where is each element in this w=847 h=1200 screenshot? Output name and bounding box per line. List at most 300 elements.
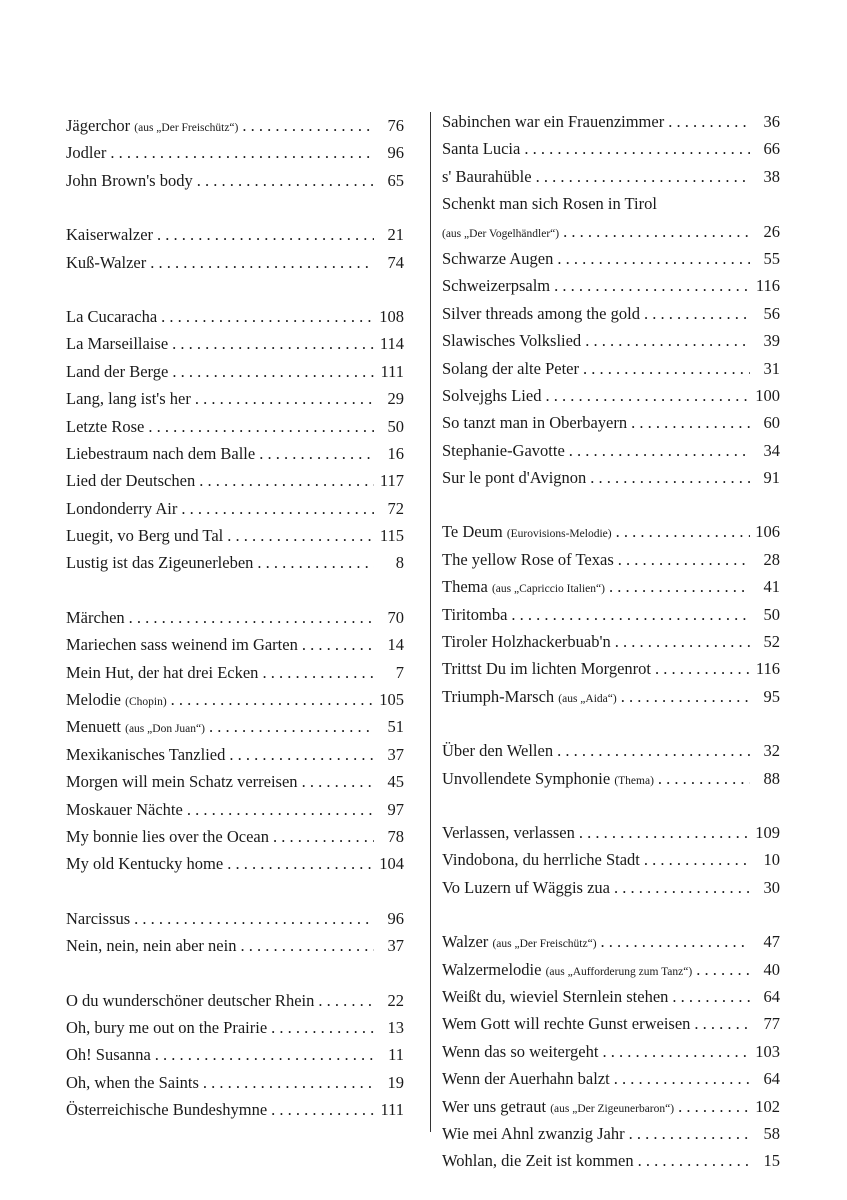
song-title <box>442 441 565 461</box>
song-title <box>66 253 146 273</box>
song-title-text: John Brown's body <box>66 170 193 190</box>
index-entry <box>442 987 780 1014</box>
index-entry <box>442 1097 780 1124</box>
page-number: 72 <box>387 498 404 518</box>
index-entry <box>442 304 780 331</box>
song-title-text: Schenkt man sich Rosen in Tirol <box>442 194 657 214</box>
page-number: 14 <box>387 635 404 655</box>
song-title <box>66 389 191 409</box>
song-title <box>66 717 205 737</box>
page-number: 29 <box>387 389 404 409</box>
page-number: 52 <box>763 632 780 652</box>
index-entry <box>66 307 404 334</box>
song-title-text: Triumph-Marsch <box>442 686 555 706</box>
group-spacer <box>66 882 404 909</box>
song-title-text: Oh, bury me out on the Prairie <box>66 1017 268 1037</box>
index-entry <box>442 249 780 276</box>
song-title-text: Unvollendete Symphonie <box>442 768 611 788</box>
song-title <box>442 878 610 898</box>
page-number: 105 <box>379 690 404 710</box>
index-entry <box>442 194 780 221</box>
index-entry <box>442 659 780 686</box>
song-title-text: Nein, nein, nein aber nein <box>66 936 237 956</box>
song-title <box>442 304 640 324</box>
song-title-text: Wem Gott will rechte Gunst erweisen <box>442 1014 691 1034</box>
group-spacer <box>442 905 780 932</box>
song-title <box>442 1124 625 1144</box>
page-number: 32 <box>763 741 780 761</box>
index-group <box>66 909 404 964</box>
index-entry <box>66 772 404 799</box>
index-entry <box>66 362 404 389</box>
song-title-text: Letzte Rose <box>66 416 145 436</box>
song-title-text: Santa Lucia <box>442 139 521 159</box>
dot-leader <box>554 276 750 296</box>
page-number: 13 <box>387 1017 404 1037</box>
song-title <box>66 171 193 191</box>
song-title <box>442 1151 634 1171</box>
index-entry <box>66 991 404 1018</box>
dot-leader <box>129 608 374 628</box>
song-title <box>66 143 106 163</box>
page-number: 55 <box>763 248 780 268</box>
song-title-text: Mexikanisches Tanzlied <box>66 744 226 764</box>
index-entry <box>66 827 404 854</box>
song-title-text: Slawisches Volkslied <box>442 331 582 351</box>
song-title <box>66 772 298 792</box>
index-entry <box>442 1124 780 1151</box>
song-title-text: Wie mei Ahnl zwanzig Jahr <box>442 1123 625 1143</box>
song-title <box>66 471 195 491</box>
index-entry <box>442 359 780 386</box>
index-entry <box>442 850 780 877</box>
page-number: 65 <box>387 170 404 190</box>
song-source-note: (aus „Don Juan“) <box>125 723 205 736</box>
index-entry <box>66 800 404 827</box>
song-title-text: Melodie <box>66 690 121 710</box>
song-title <box>442 687 617 707</box>
song-title <box>66 991 314 1011</box>
dot-leader <box>150 253 374 273</box>
dot-leader <box>583 359 750 379</box>
song-title <box>66 745 225 765</box>
dot-leader <box>229 745 374 765</box>
index-group <box>442 741 780 796</box>
index-entry <box>66 635 404 662</box>
page-number: 70 <box>387 607 404 627</box>
song-source-note: (aus „Der Freischütz“) <box>492 938 597 951</box>
page-number: 34 <box>763 440 780 460</box>
page-number: 97 <box>387 799 404 819</box>
page-number: 114 <box>379 334 404 354</box>
page-number: 21 <box>387 225 404 245</box>
group-spacer <box>66 964 404 991</box>
page-number: 51 <box>387 717 404 737</box>
song-title <box>66 1045 151 1065</box>
page-number: 111 <box>380 361 404 381</box>
song-title <box>442 249 553 269</box>
song-source-note: (aus „Der Freischütz“) <box>134 122 239 134</box>
index-entry <box>66 1045 404 1072</box>
dot-leader <box>563 222 750 242</box>
dot-leader <box>638 1151 750 1171</box>
page-number: 8 <box>395 553 404 573</box>
song-title <box>66 663 258 683</box>
index-entry <box>66 444 404 471</box>
song-title <box>442 1069 610 1089</box>
song-title-text: Wenn der Auerhahn balzt <box>442 1069 610 1089</box>
dot-leader <box>209 717 374 737</box>
page-number: 111 <box>380 1100 404 1120</box>
song-title <box>66 334 168 354</box>
song-title <box>66 444 255 464</box>
dot-leader <box>621 687 750 707</box>
page-number: 95 <box>763 686 780 706</box>
group-spacer <box>66 198 404 225</box>
song-title <box>442 468 586 488</box>
dot-leader <box>694 1014 750 1034</box>
index-entry <box>66 690 404 717</box>
song-title <box>66 1100 267 1120</box>
index-entry <box>66 717 404 744</box>
dot-leader <box>616 522 750 542</box>
index-entry <box>442 769 780 796</box>
dot-leader <box>545 386 750 406</box>
page-number: 26 <box>763 221 780 241</box>
index-entry <box>66 854 404 881</box>
page-number: 77 <box>763 1014 780 1034</box>
index-entry <box>66 116 404 143</box>
song-title-text: Schwarze Augen <box>442 248 554 268</box>
group-spacer <box>442 714 780 741</box>
index-entry <box>442 112 780 139</box>
index-entry <box>442 823 780 850</box>
song-source-note: (aus „Der Vogelhändler“) <box>442 227 560 240</box>
song-title-text: Narcissus <box>66 908 131 928</box>
song-title <box>442 331 581 351</box>
song-title <box>66 1073 199 1093</box>
dot-leader <box>609 577 750 597</box>
page-number: 45 <box>387 772 404 792</box>
song-title <box>442 850 640 870</box>
song-title <box>66 635 298 655</box>
index-entry <box>442 522 780 549</box>
song-title <box>442 932 597 952</box>
page-number: 37 <box>387 744 404 764</box>
song-title-text: Jodler <box>66 143 107 163</box>
page-number: 117 <box>379 471 404 491</box>
song-title-text: Wohlan, die Zeit ist kommen <box>442 1151 634 1171</box>
index-entry <box>66 663 404 690</box>
index-entry <box>442 1042 780 1069</box>
song-title-text: Thema <box>442 577 488 597</box>
page-number: 31 <box>763 358 780 378</box>
song-title-text: Wer uns getraut <box>442 1096 547 1116</box>
dot-leader <box>615 632 750 652</box>
song-title <box>442 413 627 433</box>
dot-leader <box>259 444 374 464</box>
song-title <box>442 1097 674 1117</box>
song-title-text: O du wunderschöner deutscher Rhein <box>66 990 315 1010</box>
index-group <box>66 991 404 1128</box>
index-group <box>66 608 404 882</box>
song-title <box>66 936 236 956</box>
dot-leader <box>227 854 374 874</box>
song-title-text: Trittst Du im lichten Morgenrot <box>442 659 652 679</box>
page-number: 104 <box>379 854 404 874</box>
dot-leader <box>171 690 374 710</box>
index-entry <box>66 909 404 936</box>
song-title-text: Kuß-Walzer <box>66 252 147 272</box>
song-title-text: Menuett <box>66 717 121 737</box>
song-title <box>442 222 559 242</box>
page-number: 30 <box>763 877 780 897</box>
page-number: 88 <box>763 768 780 788</box>
dot-leader <box>678 1097 750 1117</box>
dot-leader <box>644 850 750 870</box>
dot-leader <box>227 526 374 546</box>
song-title-text: Lang, lang ist's her <box>66 389 191 409</box>
dot-leader <box>271 1018 374 1038</box>
song-title <box>442 522 612 542</box>
dot-leader <box>614 1069 750 1089</box>
song-title <box>442 194 657 214</box>
song-title-text: Vo Luzern uf Wäggis zua <box>442 877 611 897</box>
song-title <box>66 909 130 929</box>
dot-leader <box>181 499 374 519</box>
song-title <box>442 1042 598 1062</box>
index-entry <box>442 1151 780 1178</box>
song-title-text: Moskauer Nächte <box>66 799 183 819</box>
dot-leader <box>629 1124 750 1144</box>
page-number: 58 <box>763 1123 780 1143</box>
page-number: 41 <box>763 577 780 597</box>
dot-leader <box>203 1073 374 1093</box>
index-column-right <box>430 112 780 1171</box>
page-number: 28 <box>763 549 780 569</box>
song-title-text: Lustig ist das Zigeunerleben <box>66 553 254 573</box>
index-entry <box>66 253 404 280</box>
index-entry <box>442 331 780 358</box>
group-spacer <box>442 796 780 823</box>
index-entry <box>442 441 780 468</box>
song-source-note: (Chopin) <box>125 696 167 709</box>
song-title-text: Walzer <box>442 932 489 952</box>
song-title-text: Londonderry Air <box>66 498 178 518</box>
song-title-text: Verlassen, verlassen <box>442 822 575 842</box>
index-entry <box>66 745 404 772</box>
song-title <box>66 827 269 847</box>
song-title <box>442 769 654 789</box>
song-source-note: (aus „Der Zigeunerbaron“) <box>550 1102 675 1115</box>
song-title-text: Silver threads among the gold <box>442 303 640 323</box>
dot-leader <box>195 389 374 409</box>
dot-leader <box>536 167 750 187</box>
dot-leader <box>134 909 374 929</box>
page-number: 10 <box>763 850 780 870</box>
index-entry <box>66 471 404 498</box>
song-title <box>442 632 611 652</box>
song-title <box>66 608 125 628</box>
page-number: 38 <box>763 166 780 186</box>
index-entry <box>442 167 780 194</box>
index-entry <box>442 468 780 495</box>
page-number: 64 <box>763 1069 780 1089</box>
song-title-text: Tiritomba <box>442 604 508 624</box>
song-title <box>442 605 507 625</box>
group-spacer <box>66 280 404 307</box>
song-title <box>66 1018 267 1038</box>
song-title-text: Morgen will mein Schatz verreisen <box>66 772 298 792</box>
song-title-text: Solang der alte Peter <box>442 358 579 378</box>
dot-leader <box>161 307 374 327</box>
song-title-text: Wenn das so weitergeht <box>442 1041 599 1061</box>
dot-leader <box>262 663 374 683</box>
song-title-text: Te Deum <box>442 522 503 542</box>
page-number: 76 <box>387 116 404 135</box>
dot-leader <box>569 441 750 461</box>
song-title-text: La Cucaracha <box>66 306 158 326</box>
page-number: 74 <box>387 252 404 272</box>
index-entry <box>66 171 404 198</box>
dot-leader <box>318 991 374 1011</box>
index-entry <box>442 1014 780 1041</box>
page-number: 64 <box>763 986 780 1006</box>
song-title <box>442 359 579 379</box>
index-entry <box>66 225 404 252</box>
page-number: 50 <box>387 416 404 436</box>
index-entry <box>442 222 780 249</box>
dot-leader <box>585 331 750 351</box>
song-title-text: Mariechen sass weinend im Garten <box>66 635 298 655</box>
song-title-text: Weißt du, wieviel Sternlein stehen <box>442 986 669 1006</box>
song-title <box>442 139 520 159</box>
page-number: 78 <box>387 826 404 846</box>
page-number: 37 <box>387 936 404 956</box>
song-title <box>442 659 651 679</box>
song-title-text: Oh, when the Saints <box>66 1072 199 1092</box>
dot-leader <box>110 143 374 163</box>
dot-leader <box>644 304 750 324</box>
index-entry <box>442 741 780 768</box>
song-title <box>442 276 550 296</box>
index-entry <box>66 608 404 635</box>
song-title <box>442 1014 690 1034</box>
song-title <box>66 553 253 573</box>
page-number: 115 <box>379 526 404 546</box>
dot-leader <box>197 171 374 191</box>
song-title-text: Märchen <box>66 607 125 627</box>
song-title-text: Land der Berge <box>66 361 169 381</box>
index-group <box>442 932 780 1179</box>
page-number: 103 <box>755 1041 780 1061</box>
song-title-text: Lied der Deutschen <box>66 471 196 491</box>
song-title <box>442 386 541 406</box>
dot-leader <box>240 936 374 956</box>
index-group <box>66 116 404 198</box>
index-entry <box>442 960 780 987</box>
song-title <box>442 741 553 761</box>
dot-leader <box>668 112 750 132</box>
song-source-note: (Eurovisions-Melodie) <box>506 528 612 541</box>
song-source-note: (Thema) <box>614 774 654 787</box>
dot-leader <box>618 550 750 570</box>
page-number: 15 <box>763 1151 780 1171</box>
page-number: 106 <box>755 522 780 542</box>
page-number: 116 <box>755 276 780 296</box>
page-number: 91 <box>763 468 780 488</box>
page-number: 102 <box>755 1096 780 1116</box>
index-entry <box>66 417 404 444</box>
dot-leader <box>696 960 750 980</box>
page-number: 100 <box>755 385 780 405</box>
song-title-text: La Marseillaise <box>66 334 169 354</box>
song-source-note: (aus „Aufforderung zum Tanz“) <box>545 965 693 978</box>
song-source-note: (aus „Capriccio Italien“) <box>491 583 605 596</box>
group-spacer <box>442 495 780 522</box>
song-title <box>66 499 177 519</box>
song-title-text: Walzermelodie <box>442 959 542 979</box>
dot-leader <box>658 769 750 789</box>
page-number: 19 <box>387 1072 404 1092</box>
index-entry <box>66 143 404 170</box>
page-number: 60 <box>763 413 780 433</box>
dot-leader <box>148 417 374 437</box>
song-title <box>442 112 664 132</box>
song-title-text: Solvejghs Lied <box>442 385 542 405</box>
song-title <box>66 417 144 437</box>
song-title <box>66 526 223 546</box>
dot-leader <box>155 1045 374 1065</box>
index-entry <box>442 632 780 659</box>
dot-leader <box>187 800 374 820</box>
page-number: 66 <box>763 139 780 159</box>
index-entry <box>442 1069 780 1096</box>
song-title-text: So tanzt man in Oberbayern <box>442 413 628 433</box>
index-entry <box>442 139 780 166</box>
dot-leader <box>631 413 750 433</box>
index-entry <box>442 605 780 632</box>
index-entry <box>66 1073 404 1100</box>
index-entry <box>442 276 780 303</box>
page-number: 16 <box>387 443 404 463</box>
song-title <box>442 823 575 843</box>
index-entry <box>66 334 404 361</box>
index-entry <box>66 1100 404 1127</box>
song-source-note: (aus „Aida“) <box>558 692 617 705</box>
index-entry <box>442 878 780 905</box>
song-title <box>66 800 183 820</box>
index-group <box>442 823 780 905</box>
page-number: 56 <box>763 303 780 323</box>
dot-leader <box>579 823 750 843</box>
page-number: 108 <box>379 306 404 326</box>
dot-leader <box>557 741 750 761</box>
dot-leader <box>672 987 750 1007</box>
song-title-text: Sabinchen war ein Frauenzimmer <box>442 112 665 131</box>
index-group <box>442 112 780 495</box>
dot-leader <box>273 827 374 847</box>
song-title <box>442 987 668 1007</box>
song-title-text: My bonnie lies over the Ocean <box>66 826 269 846</box>
dot-leader <box>199 471 374 491</box>
page-number: 40 <box>763 959 780 979</box>
song-title <box>66 362 168 382</box>
index-column-left <box>66 116 404 1128</box>
song-title-text: Mein Hut, der hat drei Ecken <box>66 662 259 682</box>
dot-leader <box>524 139 750 159</box>
song-title-text: Tiroler Holzhackerbuab'n <box>442 632 611 652</box>
